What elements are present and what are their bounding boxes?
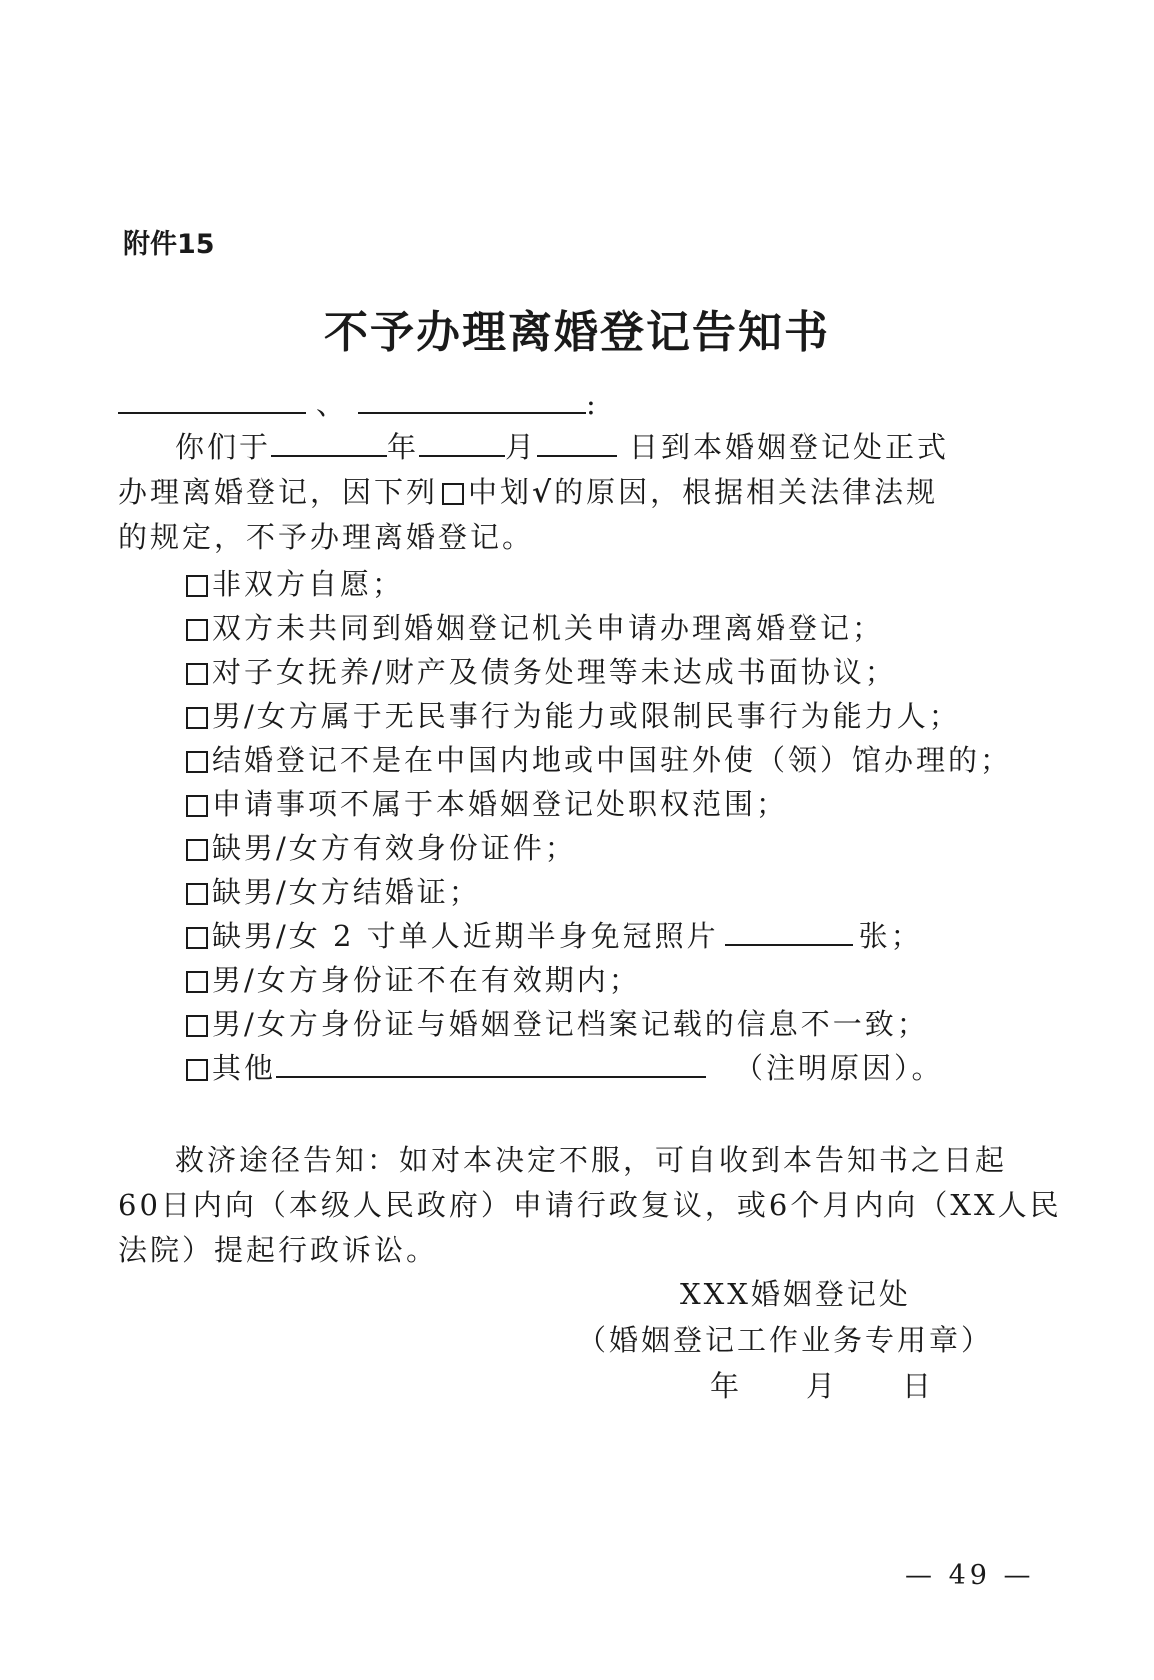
month-label: 月 [505, 430, 538, 464]
reason-text: 缺男/女 2 寸单人近期半身免冠照片 [212, 919, 719, 953]
reason-checkbox[interactable] [186, 707, 208, 729]
reason-item [186, 738, 1012, 779]
reason-item [186, 694, 961, 735]
reason-text: 缺男/女方结婚证； [212, 875, 481, 909]
reason-checkbox[interactable] [186, 795, 208, 817]
reason-text: 对子女抚养/财产及债务处理等未达成书面协议； [212, 655, 897, 689]
remedy-line-2: 60日内向（本级人民政府）申请行政复议，或6个月内向（XX人民 [118, 1188, 1062, 1222]
month-blank[interactable] [419, 427, 505, 457]
intro-line-3: 的规定，不予办理离婚登记。 [118, 520, 535, 554]
addressee-colon: : [586, 387, 599, 421]
reason-text: 男/女方身份证不在有效期内； [212, 963, 641, 997]
attachment-label: 附件15 [123, 229, 215, 260]
reason-checkbox[interactable] [186, 1059, 208, 1081]
reason-checkbox[interactable] [186, 839, 208, 861]
reason-text: 非双方自愿； [212, 567, 405, 601]
addressee-blank-2[interactable] [358, 384, 586, 414]
photo-count-unit: 张； [858, 919, 923, 953]
addressee-separator: 、 [316, 387, 349, 421]
intro-line2-b: 中划 [468, 475, 533, 509]
reason-checkbox[interactable] [186, 751, 208, 773]
addressee-line [118, 382, 599, 423]
signature-office: XXX婚姻登记处 [680, 1277, 911, 1311]
reason-item [186, 1002, 929, 1043]
reason-checkbox[interactable] [186, 1015, 208, 1037]
signature-seal: （婚姻登记工作业务专用章） [577, 1323, 994, 1357]
reason-text: 其他 [212, 1051, 277, 1085]
reason-checkbox[interactable] [186, 927, 208, 949]
day-blank[interactable] [537, 427, 617, 457]
reason-text: 申请事项不属于本婚姻登记处职权范围； [212, 787, 789, 821]
reason-item-other [186, 1046, 944, 1087]
intro-line2-c: 的原因，根据相关法律法规 [554, 475, 939, 509]
reason-item [186, 826, 577, 867]
intro-line1-rest: 日到本婚姻登记处正式 [629, 430, 950, 464]
year-label: 年 [387, 430, 420, 464]
intro-line-1 [175, 425, 949, 466]
reason-item [186, 782, 788, 823]
reason-checkbox[interactable] [186, 575, 208, 597]
reason-item-photo [186, 914, 923, 955]
reason-text: 结婚登记不是在中国内地或中国驻外使（领）馆办理的； [212, 743, 1013, 777]
page-number: — 49 — [905, 1560, 1035, 1591]
intro-line-2 [118, 470, 938, 511]
reason-checkbox[interactable] [186, 619, 208, 641]
photo-count-blank[interactable] [725, 916, 853, 946]
other-reason-note: （注明原因）。 [734, 1051, 944, 1085]
reason-item [186, 650, 897, 691]
signature-date: 年 月 日 [710, 1369, 935, 1403]
reason-text: 缺男/女方有效身份证件； [212, 831, 577, 865]
remedy-line-1: 救济途径告知：如对本决定不服，可自收到本告知书之日起 [175, 1143, 1008, 1177]
reason-item [186, 606, 884, 647]
year-blank[interactable] [271, 427, 387, 457]
intro-prefix: 你们于 [175, 430, 272, 464]
remedy-line-3: 法院）提起行政诉讼。 [118, 1233, 439, 1267]
other-reason-blank[interactable] [276, 1048, 706, 1078]
reason-checkbox[interactable] [186, 663, 208, 685]
inline-checkbox-icon [442, 483, 464, 505]
document-title: 不予办理离婚登记告知书 [324, 307, 830, 358]
reason-item [186, 870, 481, 911]
reason-item [186, 562, 404, 603]
reason-item [186, 958, 641, 999]
addressee-blank-1[interactable] [118, 384, 306, 414]
reason-text: 男/女方身份证与婚姻登记档案记载的信息不一致； [212, 1007, 929, 1041]
checkmark-icon: √ [532, 475, 555, 509]
intro-line2-a: 办理离婚登记，因下列 [118, 475, 439, 509]
reason-checkbox[interactable] [186, 883, 208, 905]
reason-text: 双方未共同到婚姻登记机关申请办理离婚登记； [212, 611, 885, 645]
reason-checkbox[interactable] [186, 971, 208, 993]
reason-text: 男/女方属于无民事行为能力或限制民事行为能力人； [212, 699, 961, 733]
